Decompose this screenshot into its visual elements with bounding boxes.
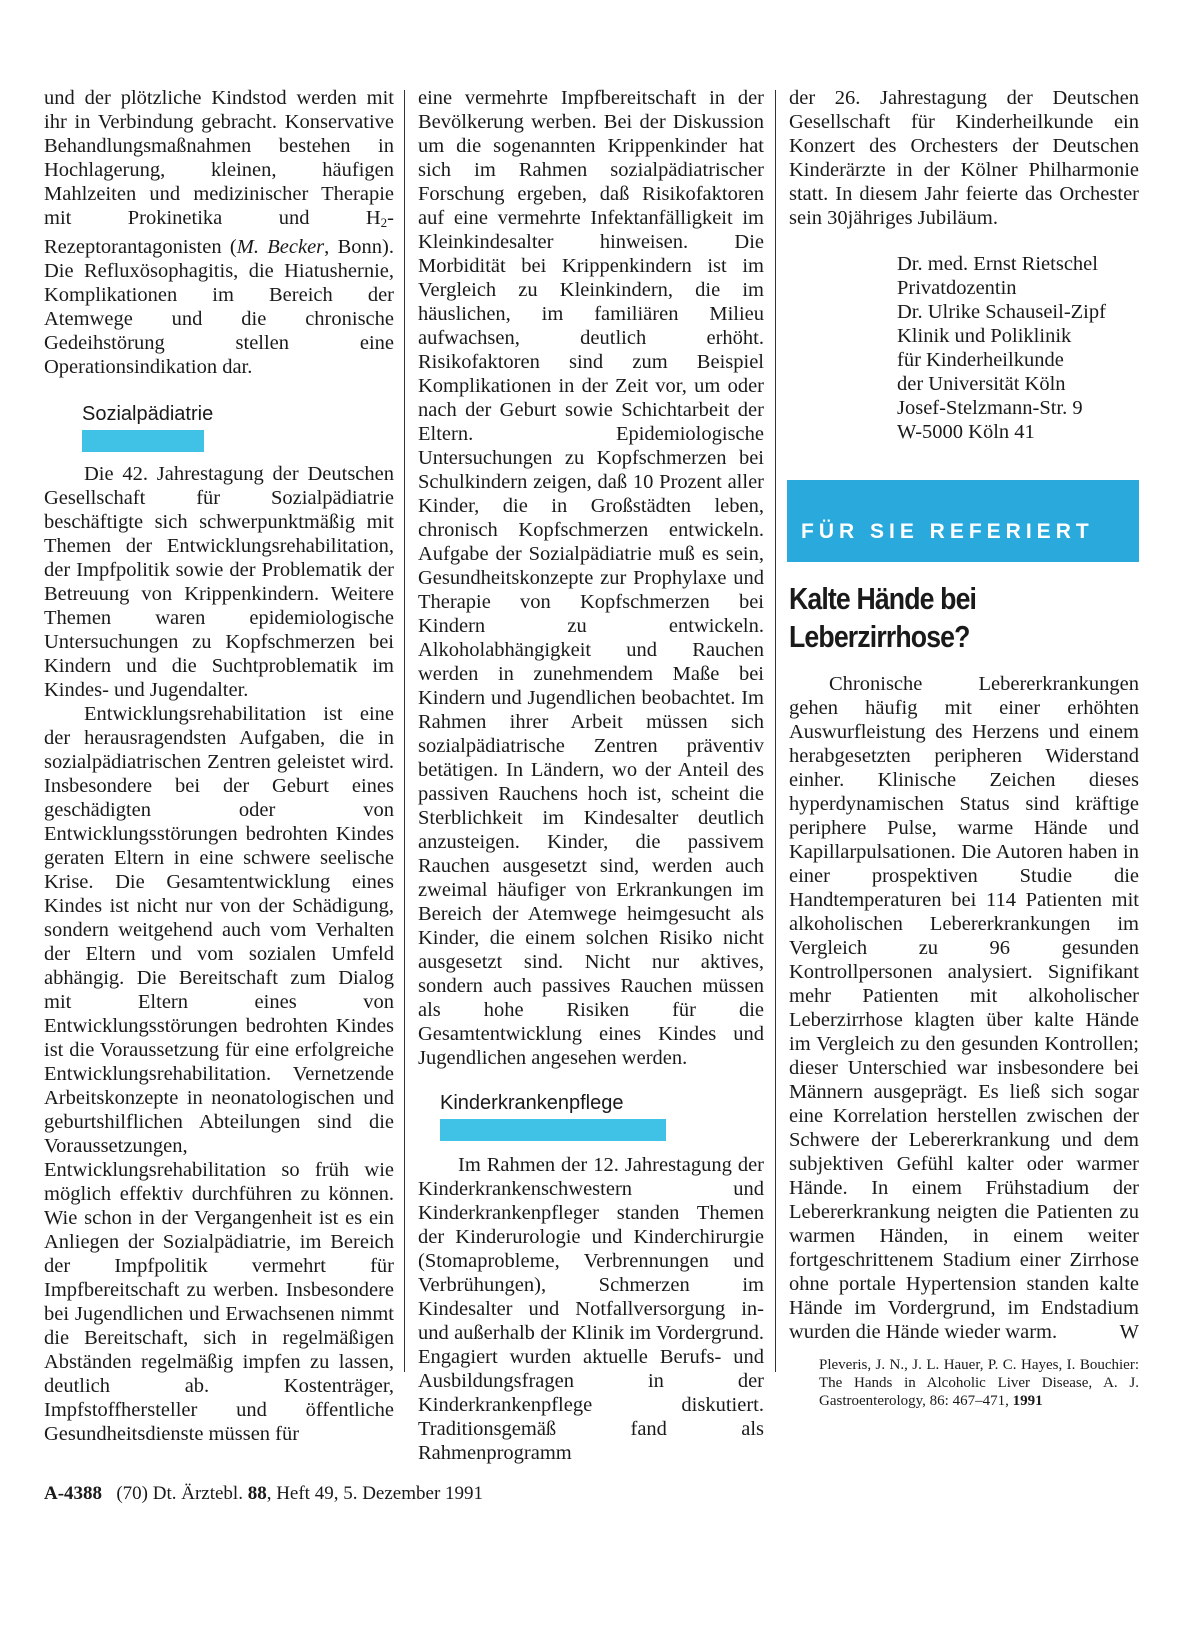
author-name: M. Becker — [236, 236, 325, 258]
text-run: Chronische Lebererkrankungen gehen häufig mit einer erhöhten Auswurfleistung des Herzens und einem herabgesetzten peripheren Widerstand einher. Klinische Zeichen dieses hyperdynamischen Status sind kräftige periphere Pulse, warme Hände und Kapillarpulsationen. Die Autoren haben in einer prospektiven Studie die Handtemperaturen bei 114 Patienten mit alkoholischen Lebererkrankungen im Vergleich zu 96 gesunden Kontrollpersonen analysiert. Signifikant mehr Patienten mit alkoholischer Leberzirrhose klagten über kalte Hände im Vergleich zu den gesunden Kontrollen; dieser Unterschied war insbesondere bei Männern ausgeprägt. Es ließ sich sogar eine Korrelation herstellen zwischen der Schwere der Lebererkrankung und dem subjektiven Gefühl kalter oder warmer Hände. In einem Frühstadium der Lebererkrankung neigten die Patienten zu warmen Händen, in einem weiter fortgeschrittenem Stadium einer Zirrhose ohne portale Hypertension standen kalte Hände im Vordergrund, im Endstadium wurden die Hände wieder warm. — [789, 673, 1139, 1343]
paragraph: Im Rahmen der 12. Jahrestagung der Kinderkrankenschwestern und Kinderkrankenpfleger standen Themen der Kinderurologie und Kinderchirurgie (Stomaprobleme, Verbrennungen und Verbrühungen), Schmerzen im Kindesalter und Notfallversorgung in- und außerhalb der Klinik im Vordergrund. Engagiert wurden aktuelle Berufs- und Ausbildungsfragen in der Kinderkrankenpflege diskutiert. Traditionsgemäß fand als Rahmenprogramm — [418, 1154, 764, 1464]
signature-line: Dr. med. Ernst Rietschel — [897, 253, 1098, 275]
reference-year: 1991 — [1012, 1393, 1043, 1409]
page-code: A-4388 — [44, 1483, 103, 1504]
text-run: -Rezeptorantagonisten ( — [44, 207, 394, 258]
section-accent-bar — [440, 1119, 666, 1141]
volume-number: 88 — [247, 1483, 267, 1504]
signature-line: Josef-Stelzmann-Str. 9 — [897, 397, 1083, 419]
citation: (70) Dt. Ärztebl. — [116, 1483, 243, 1504]
section-banner: FÜR SIE REFERIERT — [787, 480, 1139, 562]
paragraph: Entwicklungsrehabilitation ist eine der herausragendsten Aufgaben, die in sozialpädiatrischen Zentren geleistet wird. Insbesondere bei der Geburt eines geschädigten oder von Entwicklungsstörungen bedrohten Kindes geraten Eltern in eine schwere seelische Krise. Die Gesamtentwicklung eines Kindes ist nicht nur von der Schädigung, sondern weitgehend auch vom Verhalten der Eltern und vom sozialen Umfeld abhängig. Die Bereitschaft zum Dialog mit Eltern eines von Entwicklungsstörungen bedrohten Kindes ist die Voraussetzung für eine erfolgreiche Entwicklungsrehabilitation. Vernetzende Arbeitskonzepte in neonatologischen und geburtshilflichen Abteilungen sind die Voraussetzungen, Entwicklungsrehabilitation so früh wie möglich effektiv durchführen zu können. Wie schon in der Vergangenheit ist es ein Anliegen der Sozialpädiatrie, im Bereich der Impfpolitik vermehrt für Impfbereitschaft zu werben. Insbesondere bei Jugendlichen und Erwachsenen nimmt die Bereitschaft, sich in regelmäßigen Abständen regelmäßig impfen zu lassen, deutlich ab. Kostenträger, Impfstoffhersteller und öffentliche Gesundheitsdienste müssen für — [44, 703, 394, 1445]
column-3 — [789, 86, 1139, 1410]
paragraph: der 26. Jahrestagung der Deutschen Gesellschaft für Kinderheilkunde ein Konzert des Orchesters der Deutschen Kinderärzte in der Kölner Philharmonie statt. In diesem Jahr feierte das Orchester sein 30jähriges Jubiläum. — [789, 87, 1139, 229]
section-title: Sozialpädiatrie — [82, 403, 214, 425]
page-footer — [44, 1483, 483, 1505]
signature-line: der Universität Köln — [897, 373, 1066, 395]
signature-line: Privatdozentin — [897, 277, 1017, 299]
signature-line: Dr. Ulrike Schauseil-Zipf — [897, 301, 1106, 323]
article-headline: Kalte Hände bei Leberzirrhose? — [789, 581, 977, 654]
paragraph — [789, 672, 1139, 1344]
citation: , Heft 49, 5. Dezember 1991 — [266, 1483, 484, 1504]
signature-line: W-5000 Köln 41 — [897, 421, 1035, 443]
signature-line: Klinik und Poliklinik — [897, 325, 1072, 347]
column-1 — [44, 86, 394, 1446]
reference — [819, 1356, 1139, 1410]
paragraph: Die 42. Jahrestagung der Deutschen Gesellschaft für Sozialpädiatrie beschäftigte sich schwerpunktmäßig mit Themen der Entwicklungsrehabilitation, der Impfpolitik sowie der Problematik der Betreuung von Krippenkindern. Weitere Themen waren epidemiologische Untersuchungen zu Kopfschmerzen bei Kindern und die Suchtproblematik im Kindes- und Jugendalter. — [44, 463, 394, 701]
column-divider — [404, 90, 405, 1372]
text-run: , Bonn). Die Refluxösophagitis, die Hiatushernie, Komplikationen im Bereich der Atemwege und die chronische Gedeihstörung stellen eine Operationsindikation dar. — [44, 236, 394, 378]
author-mark: W — [1119, 1321, 1139, 1343]
reference-text: Pleveris, J. N., J. L. Hauer, P. C. Hayes, I. Bouchier: The Hands in Alcoholic Liver Disease, A. J. Gastroenterology, 86: 467–471, — [819, 1357, 1139, 1409]
section-accent-bar — [82, 430, 204, 452]
column-divider — [775, 90, 776, 1372]
paragraph: eine vermehrte Impfbereitschaft in der Bevölkerung werben. Bei der Diskussion um die sogenannten Krippenkinder hat sich im Rahmen sozialpädiatrischer Forschung ergeben, daß Risikofaktoren auf eine vermehrte Infektanfälligkeit im Kleinkindesalter hinweisen. Die Morbidität bei Krippenkindern ist im Vergleich zu Kleinkindern, die im häuslichen, im familiären Milieu aufwachsen, deutlich erhöht. Risikofaktoren sind zum Beispiel Komplikationen in der Zeit vor, um oder nach der Geburt sowie Schichtarbeit der Eltern. Epidemiologische Untersuchungen zu Kopfschmerzen bei Schulkindern zeigen, daß 10 Prozent aller Kinder, die in Großstädten leben, chronisch Kopfschmerzen entwickeln. Aufgabe der Sozialpädiatrie muß es sein, Gesundheitskonzepte zur Prophylaxe und Therapie von Kopfschmerzen bei Kindern zu entwickeln. Alkoholabhängigkeit und Rauchen werden in zunehmendem Maße bei Kindern und Jugendlichen beobachtet. Im Rahmen ihrer Arbeit müssen sich sozialpädiatrische Zentren präventiv betätigen. In Ländern, wo der Anteil des passiven Rauchens hoch ist, scheint die Sterblichkeit im Kindesalter deutlich anzusteigen. Kinder, die passivem Rauchen ausgesetzt sind, werden auch zweimal häufiger von Erkrankungen im Bereich der Atemwege heimgesucht als Kinder, die einem solchen Risiko nicht ausgesetzt sind. Nicht nur aktives, sondern auch passives Rauchen müssen als hohe Risiken für die Gesamtentwicklung eines Kindes und Jugendlichen angesehen werden. — [418, 87, 764, 1069]
subscript: 2 — [380, 215, 388, 230]
column-2 — [418, 86, 764, 1465]
signature-line: für Kinderheilkunde — [897, 349, 1064, 371]
author-signature — [897, 252, 1139, 444]
section-title: Kinderkrankenpflege — [440, 1092, 624, 1114]
text-run: und der plötzliche Kindstod werden mit ihr in Verbindung gebracht. Konservative Behandlungsmaßnahmen bestehen in Hochlagerung, kleinen, häufigen Mahlzeiten und medizinischer Therapie mit Prokinetika und H — [44, 87, 394, 229]
paragraph — [44, 86, 394, 379]
